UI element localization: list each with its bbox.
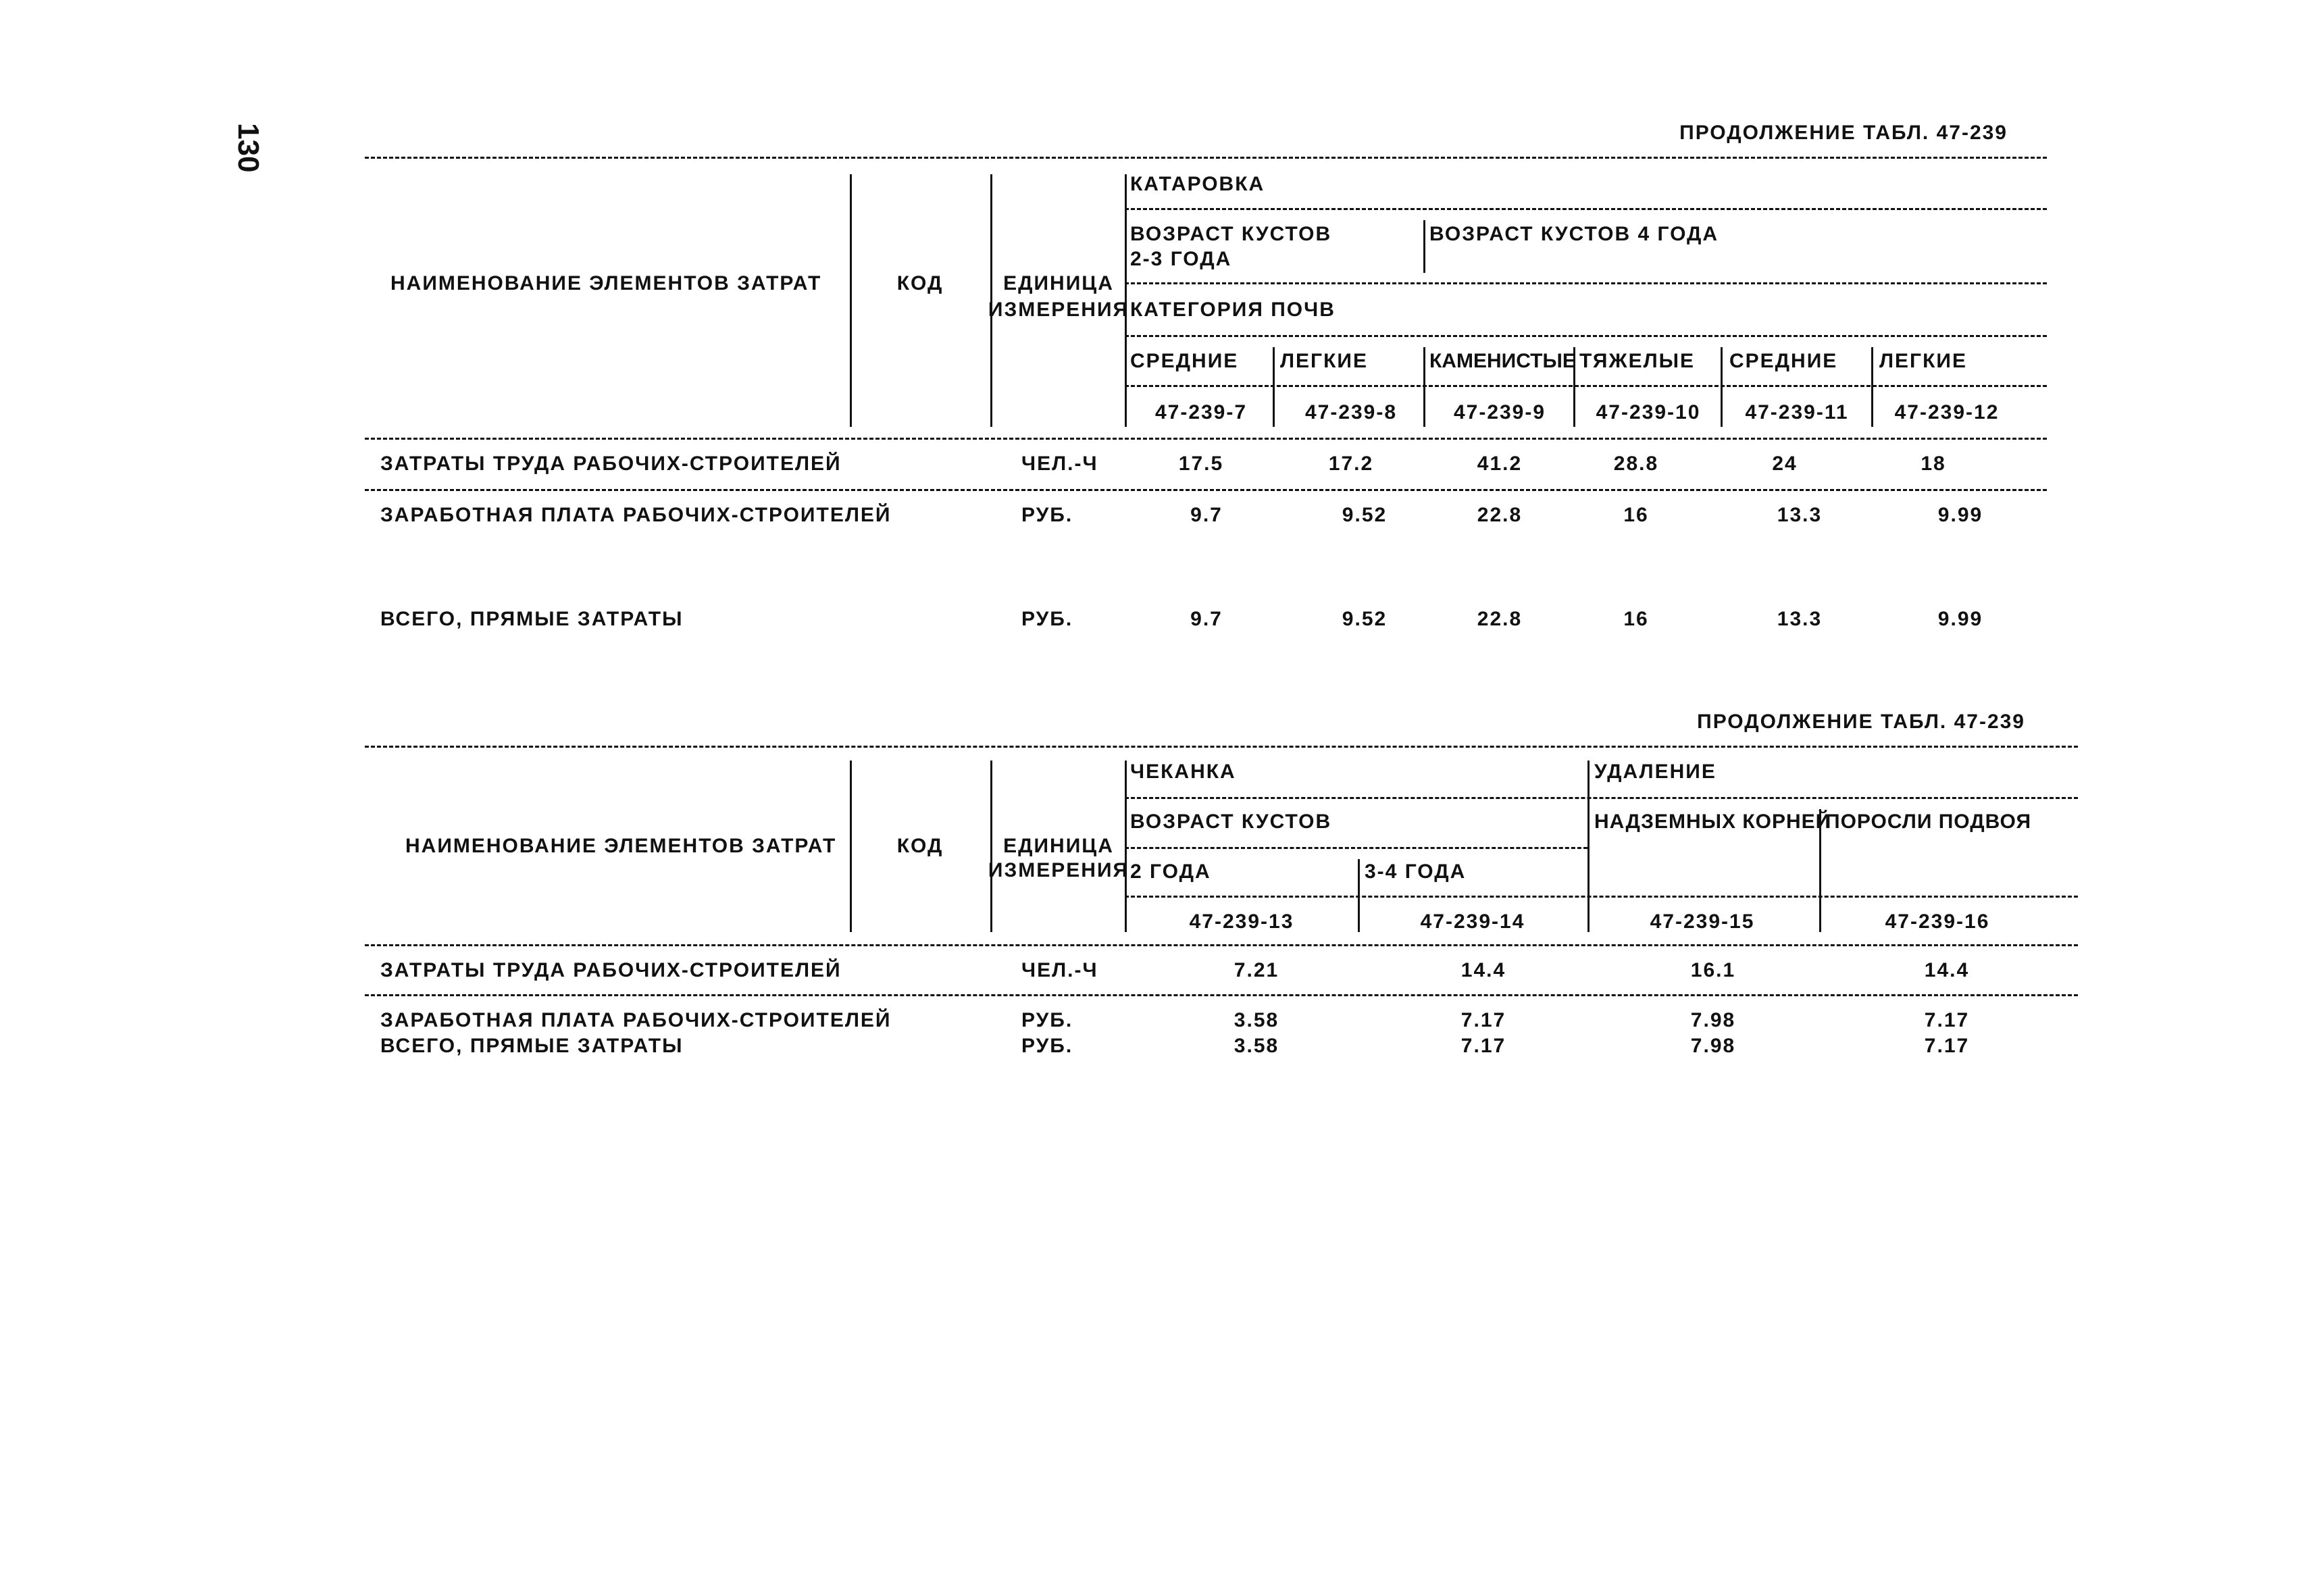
norm-code: 47-239-10 bbox=[1596, 401, 1701, 423]
soil-category: КАМЕНИСТЫЕ bbox=[1429, 350, 1576, 372]
column-divider bbox=[850, 174, 852, 427]
column-divider bbox=[1871, 347, 1873, 427]
table-1-continuation-title: ПРОДОЛЖЕНИЕ ТАБЛ. 47-239 bbox=[1679, 122, 2008, 144]
column-divider bbox=[1125, 761, 1127, 932]
header-aboveground-roots: НАДЗЕМНЫХ КОРНЕЙ bbox=[1594, 810, 1831, 833]
norm-code: 47-239-8 bbox=[1304, 401, 1398, 423]
norm-code: 47-239-12 bbox=[1894, 401, 2000, 423]
norm-code: 47-239-16 bbox=[1885, 910, 1990, 933]
soil-category: ЛЕГКИЕ bbox=[1280, 350, 1368, 372]
soil-category: СРЕДНИЕ bbox=[1130, 350, 1239, 372]
row-value: 7.98 bbox=[1690, 1009, 1736, 1031]
rule bbox=[365, 157, 2047, 159]
row-unit: РУБ. bbox=[1021, 1035, 1073, 1057]
row-value: 7.17 bbox=[1460, 1035, 1506, 1057]
row-unit: РУБ. bbox=[1021, 608, 1073, 630]
row-value: 14.4 bbox=[1924, 959, 1970, 981]
row-value: 9.52 bbox=[1342, 608, 1388, 630]
table-2-continuation-title: ПРОДОЛЖЕНИЕ ТАБЛ. 47-239 bbox=[1697, 711, 2025, 733]
header-work-type: КАТАРОВКА bbox=[1130, 173, 1265, 195]
row-value: 14.4 bbox=[1460, 959, 1506, 981]
row-unit: РУБ. bbox=[1021, 504, 1073, 526]
header-code: КОД bbox=[896, 272, 944, 294]
soil-category: СРЕДНИЕ bbox=[1729, 350, 1838, 372]
row-unit: ЧЕЛ.-Ч bbox=[1021, 959, 1098, 981]
rule bbox=[365, 746, 2078, 748]
row-value: 22.8 bbox=[1477, 504, 1523, 526]
rule bbox=[1125, 896, 2078, 898]
row-value: 7.17 bbox=[1924, 1009, 1970, 1031]
row-name: ЗАТРАТЫ ТРУДА РАБОЧИХ-СТРОИТЕЛЕЙ bbox=[380, 453, 842, 475]
row-value: 3.58 bbox=[1234, 1035, 1279, 1057]
header-unit-line1: ЕДИНИЦА bbox=[1003, 835, 1114, 857]
row-value: 7.17 bbox=[1460, 1009, 1506, 1031]
row-value: 17.2 bbox=[1328, 453, 1374, 475]
norm-code: 47-239-15 bbox=[1650, 910, 1755, 933]
column-divider bbox=[1423, 347, 1425, 427]
column-divider bbox=[1358, 859, 1360, 932]
column-divider bbox=[1587, 761, 1590, 932]
header-age-3-4: 3-4 ГОДА bbox=[1365, 860, 1467, 883]
row-name: ЗАТРАТЫ ТРУДА РАБОЧИХ-СТРОИТЕЛЕЙ bbox=[380, 959, 842, 981]
row-value: 7.98 bbox=[1690, 1035, 1736, 1057]
header-work-removal: УДАЛЕНИЕ bbox=[1594, 761, 1717, 783]
header-bush-age: ВОЗРАСТ КУСТОВ bbox=[1130, 810, 1332, 833]
row-name: ВСЕГО, ПРЯМЫЕ ЗАТРАТЫ bbox=[380, 608, 684, 630]
row-value: 41.2 bbox=[1477, 453, 1523, 475]
column-divider bbox=[1423, 220, 1425, 273]
row-name: ЗАРАБОТНАЯ ПЛАТА РАБОЧИХ-СТРОИТЕЛЕЙ bbox=[380, 1009, 892, 1031]
row-name: ВСЕГО, ПРЯМЫЕ ЗАТРАТЫ bbox=[380, 1035, 684, 1057]
row-value: 9.99 bbox=[1937, 504, 1983, 526]
rule bbox=[365, 944, 2078, 946]
rule bbox=[1125, 797, 2078, 799]
row-unit: ЧЕЛ.-Ч bbox=[1021, 453, 1098, 475]
rule bbox=[1125, 335, 2047, 337]
rule bbox=[1125, 208, 2047, 210]
rule bbox=[365, 994, 2078, 996]
row-value: 3.58 bbox=[1234, 1009, 1279, 1031]
row-value: 9.99 bbox=[1937, 608, 1983, 630]
norm-code: 47-239-7 bbox=[1154, 401, 1248, 423]
header-code: КОД bbox=[896, 835, 944, 857]
column-divider bbox=[990, 761, 992, 932]
header-rootstock-shoots: ПОРОСЛИ ПОДВОЯ bbox=[1825, 810, 2032, 833]
header-unit-line2: ИЗМЕРЕНИЯ bbox=[988, 299, 1129, 321]
row-value: 17.5 bbox=[1178, 453, 1224, 475]
row-value: 28.8 bbox=[1613, 453, 1659, 475]
row-value: 16 bbox=[1623, 608, 1649, 630]
norm-code: 47-239-13 bbox=[1189, 910, 1294, 933]
header-age-2: 2 ГОДА bbox=[1130, 860, 1211, 883]
soil-category: ТЯЖЕЛЫЕ bbox=[1579, 350, 1696, 372]
row-value: 16.1 bbox=[1690, 959, 1736, 981]
row-value: 16 bbox=[1623, 504, 1649, 526]
rule bbox=[1125, 385, 2047, 387]
rule bbox=[1125, 282, 2047, 284]
header-unit-line2: ИЗМЕРЕНИЯ bbox=[988, 859, 1129, 881]
header-work-chasing: ЧЕКАНКА bbox=[1130, 761, 1236, 783]
row-value: 24 bbox=[1772, 453, 1798, 475]
row-unit: РУБ. bbox=[1021, 1009, 1073, 1031]
header-age-2-3-line1: ВОЗРАСТ КУСТОВ bbox=[1130, 223, 1332, 245]
row-value: 9.7 bbox=[1190, 608, 1223, 630]
rule bbox=[365, 438, 2047, 440]
column-divider bbox=[850, 761, 852, 932]
row-value: 9.7 bbox=[1190, 504, 1223, 526]
header-age-4: ВОЗРАСТ КУСТОВ 4 ГОДА bbox=[1429, 223, 1719, 245]
norm-code: 47-239-14 bbox=[1420, 910, 1525, 933]
soil-category: ЛЕГКИЕ bbox=[1879, 350, 1967, 372]
page-number: 130 bbox=[232, 123, 265, 173]
norm-code: 47-239-9 bbox=[1453, 401, 1546, 423]
norm-code: 47-239-11 bbox=[1745, 401, 1849, 423]
row-value: 7.21 bbox=[1234, 959, 1279, 981]
row-value: 13.3 bbox=[1777, 608, 1823, 630]
header-age-2-3-line2: 2-3 ГОДА bbox=[1130, 248, 1232, 270]
column-divider bbox=[1721, 347, 1723, 427]
row-value: 13.3 bbox=[1777, 504, 1823, 526]
row-value: 22.8 bbox=[1477, 608, 1523, 630]
rule bbox=[365, 489, 2047, 491]
row-value: 9.52 bbox=[1342, 504, 1388, 526]
row-value: 18 bbox=[1921, 453, 1946, 475]
column-divider bbox=[1273, 347, 1275, 427]
rule bbox=[1125, 847, 1587, 849]
header-element-name: НАИМЕНОВАНИЕ ЭЛЕМЕНТОВ ЗАТРАТ bbox=[405, 835, 837, 857]
row-name: ЗАРАБОТНАЯ ПЛАТА РАБОЧИХ-СТРОИТЕЛЕЙ bbox=[380, 504, 892, 526]
header-unit-line1: ЕДИНИЦА bbox=[1003, 272, 1114, 294]
header-element-name: НАИМЕНОВАНИЕ ЭЛЕМЕНТОВ ЗАТРАТ bbox=[390, 272, 822, 294]
row-value: 7.17 bbox=[1924, 1035, 1970, 1057]
header-soil-category: КАТЕГОРИЯ ПОЧВ bbox=[1130, 299, 1336, 321]
